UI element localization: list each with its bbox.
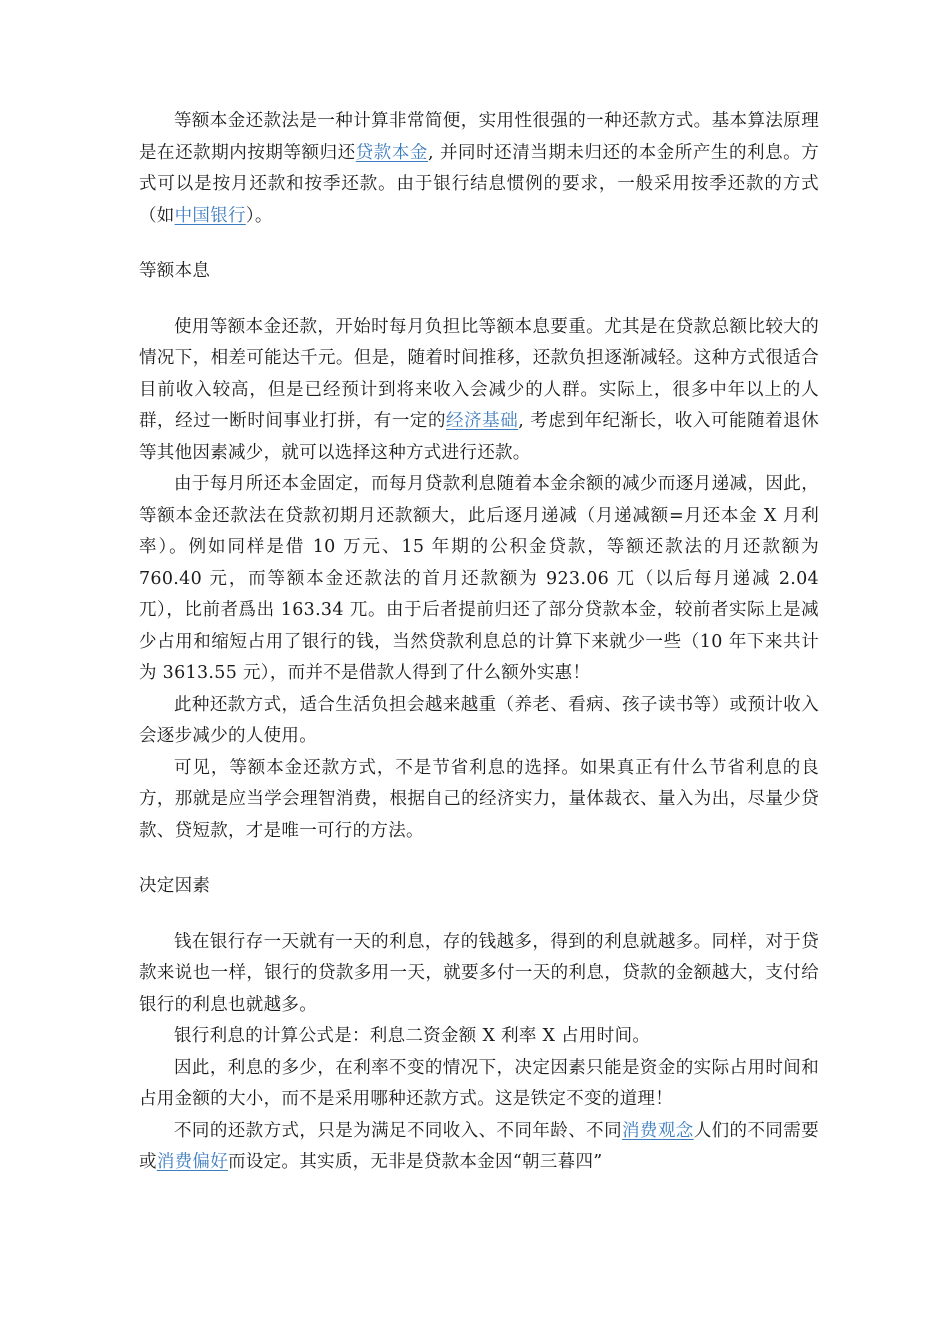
paragraph-text: , 并同时还清当期未归还的本金所产生的利息。方式可以是按月还款和按季还款。由于银行结息惯例的要求，一般采用按季还款的方式（如 xyxy=(139,142,819,226)
link-economic-foundation[interactable]: 经济基础 xyxy=(446,411,519,431)
paragraph-factors: 因此，利息的多少，在利率不变的情况下，决定因素只能是资金的实际占用时间和占用金额的大小，而不是采用哪种还款方式。这是铁定不变的道理！ xyxy=(139,1057,819,1109)
paragraph-intro xyxy=(139,106,819,232)
link-consumption-preference[interactable]: 消费偏好 xyxy=(156,1152,229,1172)
link-consumption-concept[interactable]: 消费观念 xyxy=(622,1120,694,1141)
paragraph-interest-basics: 钱在银行存一天就有一天的利息，存的钱越多，得到的利息就越多。同样，对于贷款来说也一样，银行的贷款多用一天，就要多付一天的利息，贷款的金额越大，支付给银行的利息也就越多。 xyxy=(139,931,819,1015)
paragraph-text: 人们的不同需要或 xyxy=(139,1120,820,1172)
document-body xyxy=(139,106,819,1179)
paragraph-preferences xyxy=(139,1116,819,1179)
paragraph-comparison xyxy=(139,312,819,470)
paragraph-conclusion: 可见，等额本金还款方式，不是节省利息的选择。如果真正有什么节省利息的良方，那就是应当学会理智消费，根据自己的经济实力，量体裁衣、量入为出，尽量少贷款、贷短款，才是唯一可行的方法。 xyxy=(139,757,819,841)
section-heading-equal-installment: 等额本息 xyxy=(139,261,211,281)
section-heading-factors: 决定因素 xyxy=(139,876,211,896)
paragraph-text: , 考虑到年纪渐长，收入可能随着退休等其他因素减少，就可以选择这种方式进行还款。 xyxy=(139,411,819,463)
paragraph-formula: 银行利息的计算公式是：利息二资金额 X 利率 X 占用时间。 xyxy=(174,1026,651,1046)
link-bank-of-china[interactable]: 中国银行 xyxy=(174,205,246,226)
paragraph-text: ）。 xyxy=(245,205,273,226)
link-loan-principal[interactable]: 贷款本金 xyxy=(355,142,428,163)
paragraph-text: 不同的还款方式，只是为满足不同收入、不同年龄、不同 xyxy=(174,1120,622,1141)
paragraph-example: 由于每月所还本金固定，而每月贷款利息随着本金余额的减少而逐月递减，因此，等额本金还款法在贷款初期月还款额大，此后逐月递减（月递减额=月还本金 X 月利率）。例如同样是借 10 万元、15 年期的公积金贷款，等额还款法的月还款额为 760.40 元，而等额本金还款法的首月还款额为 923.06 兀（以后每月递减 2.04 兀），比前者爲出 163.34 兀。由于后者提前归还了部分贷款本金，较前者实际上是减少占用和缩短占用了银行的钱，当然贷款利息总的计算下来就少一些（10 年下来共计为 3613.55 元），而并不是借款人得到了什么额外实惠！ xyxy=(139,474,819,683)
paragraph-text: 而设定。其实质，无非是贷款本金因“朝三暮四” xyxy=(228,1152,603,1172)
paragraph-suitability: 此种还款方式，适合生活负担会越来越重（养老、看病、孩子读书等）或预计收入会逐步减少的人使用。 xyxy=(139,694,819,746)
paragraph-text: 使用等额本金还款，开始时每月负担比等额本息要重。尤其是在贷款总额比较大的情况下，相差可能达千元。但是，随着时间推移，还款负担逐渐减轻。这种方式很适合目前收入较高，但是已经预计到将来收入会减少的人群。实际上，很多中年以上的人群，经过一断时间事业打拼，有一定的 xyxy=(139,316,819,431)
paragraph-text: 等额本金还款法是一种计算非常简便，实用性很强的一种还款方式。基本算法原理是在还款期内按期等额归还 xyxy=(139,111,819,163)
